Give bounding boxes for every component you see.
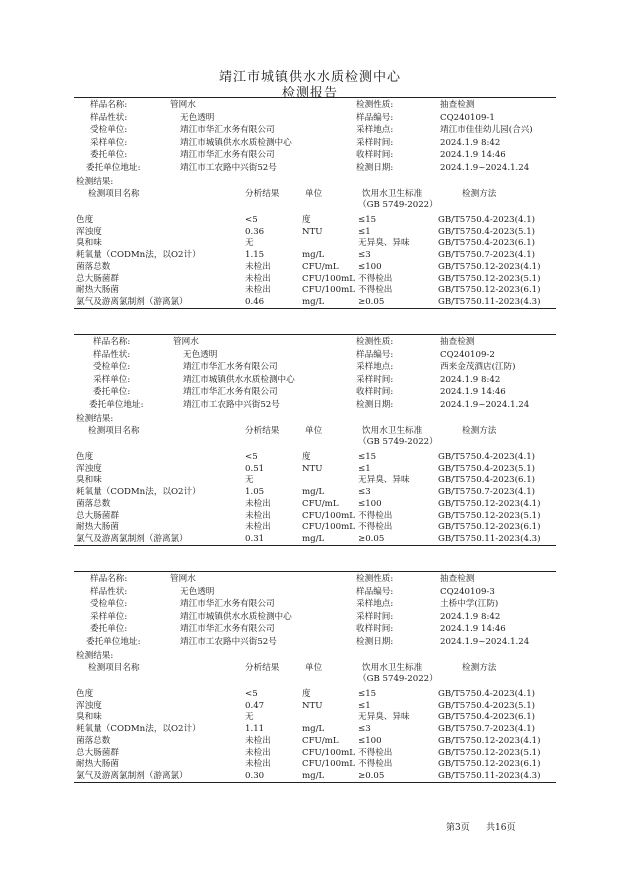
info-label: 样品名称: — [93, 337, 131, 347]
table-row-item: 菌落总数 — [76, 261, 111, 272]
info-value: 管网水 — [173, 337, 199, 347]
table-row-standard: 无异臭、异味 — [358, 712, 410, 723]
info-value: 2024.1.9 8:42 — [440, 611, 501, 622]
table-row-method: GB/T5750.12-2023(5.1) — [438, 747, 541, 758]
table-row-standard: ≥0.05 — [358, 296, 385, 307]
table-row-item: 耗氧量（CODMn法，以O2计） — [76, 724, 201, 735]
info-value: 2024.1.9~2024.1.24 — [440, 162, 530, 173]
table-row-method: GB/T5750.12-2023(5.1) — [438, 510, 541, 521]
info-value: 靖江市华汇水务有限公司 — [180, 599, 275, 609]
info-label: 采样时间: — [356, 374, 394, 385]
table-row-standard: 不得检出 — [358, 273, 393, 284]
info-value: 靖江市华汇水务有限公司 — [180, 624, 275, 634]
table-row-result: 未检出 — [245, 522, 271, 533]
table-row-unit: mg/L — [302, 250, 325, 261]
table-row-method: GB/T5750.12-2023(4.1) — [438, 261, 541, 272]
section-divider — [74, 308, 556, 309]
col-header-standard-code: （GB 5749-2022） — [358, 437, 438, 447]
table-row-standard: ≤15 — [358, 452, 377, 462]
info-value: 西来金茂酒店(江防) — [440, 362, 516, 372]
info-value: 2024.1.9 14:46 — [440, 624, 506, 634]
table-row-method: GB/T5750.12-2023(6.1) — [438, 522, 541, 533]
section-divider — [74, 545, 556, 546]
table-row-item: 总大肠菌群 — [76, 510, 119, 521]
info-value: 抽查检测 — [440, 574, 475, 584]
table-row-method: GB/T5750.4-2023(6.1) — [438, 475, 536, 486]
info-value: 2024.1.9 8:42 — [440, 137, 501, 148]
table-row-standard: ≤100 — [358, 498, 382, 509]
table-row-method: GB/T5750.4-2023(5.1) — [438, 226, 536, 237]
table-row-unit: 度 — [302, 215, 311, 225]
info-value: 靖江市华汇水务有限公司 — [180, 125, 275, 135]
info-value: 2024.1.9 14:46 — [440, 387, 506, 397]
table-row-item: 菌落总数 — [76, 735, 111, 746]
table-row-result: 无 — [245, 238, 254, 249]
table-row-result: <5 — [245, 689, 258, 699]
table-row-unit: NTU — [302, 463, 323, 474]
table-row-result: 无 — [245, 712, 254, 723]
col-header-method: 检测方法 — [462, 663, 497, 673]
table-row-method: GB/T5750.4-2023(4.1) — [438, 689, 536, 699]
info-value: CQ240109-2 — [440, 349, 495, 360]
info-value: 抽查检测 — [440, 337, 475, 347]
table-row-item: 总大肠菌群 — [76, 747, 119, 758]
table-row-item: 浑浊度 — [76, 226, 102, 237]
info-label: 样品性状: — [93, 349, 131, 360]
table-row-method: GB/T5750.4-2023(4.1) — [438, 215, 536, 225]
table-row-standard: ≤15 — [358, 215, 377, 225]
col-header-standard-code: （GB 5749-2022） — [358, 200, 438, 210]
table-row-method: GB/T5750.4-2023(5.1) — [438, 700, 536, 711]
table-row-item: 臭和味 — [76, 238, 102, 249]
results-label: 检测结果: — [76, 414, 114, 424]
info-label: 检测性质: — [356, 574, 394, 584]
table-row-unit: mg/L — [302, 724, 325, 735]
info-value: 无色透明 — [183, 349, 218, 360]
info-label: 采样单位: — [93, 374, 131, 385]
info-label: 受检单位: — [90, 599, 128, 609]
table-row-unit: NTU — [302, 226, 323, 237]
table-row-item: 浑浊度 — [76, 700, 102, 711]
info-label: 检测日期: — [356, 636, 394, 647]
table-row-method: GB/T5750.12-2023(6.1) — [438, 759, 541, 770]
table-row-item: 色度 — [76, 215, 94, 225]
table-row-result: <5 — [245, 215, 258, 225]
info-label: 受检单位: — [90, 125, 128, 135]
section-divider — [74, 571, 556, 572]
col-header-standard-code: （GB 5749-2022） — [358, 674, 438, 684]
col-header-standard: 饮用水卫生标准 — [362, 663, 423, 673]
info-value: 靖江市佳佳幼儿园(合兴) — [440, 125, 533, 135]
info-label: 采样时间: — [356, 137, 394, 148]
info-value: 靖江市城镇供水水质检测中心 — [180, 137, 292, 148]
info-label: 检测性质: — [356, 337, 394, 347]
table-row-standard: 不得检出 — [358, 522, 393, 533]
table-row-result: 未检出 — [245, 273, 271, 284]
table-row-item: 臭和味 — [76, 712, 102, 723]
info-value: 2024.1.9 14:46 — [440, 150, 506, 160]
table-row-result: 1.11 — [245, 724, 265, 735]
table-row-standard: ≤3 — [358, 724, 371, 735]
table-row-result: 0.51 — [245, 463, 265, 474]
table-row-result: 0.47 — [245, 700, 265, 711]
table-row-standard: ≥0.05 — [358, 770, 385, 781]
table-row-standard: ≤1 — [358, 700, 371, 711]
table-row-item: 色度 — [76, 689, 94, 699]
report-title: 检测报告 — [281, 86, 338, 101]
info-label: 样品名称: — [90, 100, 128, 110]
table-row-item: 耐热大肠菌 — [76, 759, 119, 770]
info-label: 委托单位: — [90, 150, 128, 160]
table-row-unit: CFU/100mL — [302, 510, 355, 521]
table-row-item: 耗氧量（CODMn法，以O2计） — [76, 250, 201, 261]
table-row-item: 菌落总数 — [76, 498, 111, 509]
table-row-unit: mg/L — [302, 296, 325, 307]
table-row-item: 氯气及游离氯制剂（游离氯） — [76, 533, 188, 544]
table-row-method: GB/T5750.11-2023(4.3) — [438, 533, 541, 544]
info-label: 样品编号: — [356, 112, 394, 123]
results-label: 检测结果: — [76, 651, 114, 661]
info-label: 受检单位: — [93, 362, 131, 372]
table-row-unit: CFU/mL — [302, 735, 339, 746]
table-row-item: 臭和味 — [76, 475, 102, 486]
table-row-item: 氯气及游离氯制剂（游离氯） — [76, 770, 188, 781]
table-row-unit: NTU — [302, 700, 323, 711]
info-label: 采样地点: — [356, 599, 394, 609]
info-label: 检测日期: — [356, 399, 394, 410]
info-label: 采样时间: — [356, 611, 394, 622]
table-row-item: 氯气及游离氯制剂（游离氯） — [76, 296, 188, 307]
table-row-result: 未检出 — [245, 747, 271, 758]
table-row-result: 未检出 — [245, 735, 271, 746]
info-label: 样品编号: — [356, 586, 394, 597]
table-row-item: 总大肠菌群 — [76, 273, 119, 284]
info-value: 无色透明 — [180, 112, 215, 123]
table-row-method: GB/T5750.7-2023(4.1) — [438, 487, 536, 498]
info-value: 管网水 — [170, 574, 196, 584]
table-row-standard: 不得检出 — [358, 285, 393, 296]
info-label: 样品名称: — [90, 574, 128, 584]
info-value: 2024.1.9~2024.1.24 — [440, 636, 530, 647]
col-header-method: 检测方法 — [462, 426, 497, 436]
info-value: 2024.1.9 8:42 — [440, 374, 501, 385]
info-label: 采样单位: — [90, 611, 128, 622]
table-row-result: 0.30 — [245, 770, 265, 781]
table-row-standard: 不得检出 — [358, 747, 393, 758]
table-row-standard: ≤1 — [358, 226, 371, 237]
table-row-method: GB/T5750.4-2023(6.1) — [438, 238, 536, 249]
info-value: 靖江市工农路中兴街52号 — [180, 162, 277, 173]
table-row-standard: ≤100 — [358, 261, 382, 272]
info-label: 收样时间: — [356, 150, 394, 160]
info-label: 委托单位: — [90, 624, 128, 634]
table-row-standard: ≥0.05 — [358, 533, 385, 544]
table-row-method: GB/T5750.12-2023(5.1) — [438, 273, 541, 284]
table-row-unit: CFU/100mL — [302, 273, 355, 284]
table-row-result: 1.05 — [245, 487, 265, 498]
info-value: 2024.1.9~2024.1.24 — [440, 399, 530, 410]
info-value: 无色透明 — [180, 586, 215, 597]
info-label: 样品性状: — [90, 112, 128, 123]
col-header-item: 检测项目名称 — [88, 426, 140, 436]
table-row-item: 浑浊度 — [76, 463, 102, 474]
table-row-standard: 不得检出 — [358, 759, 393, 770]
info-label: 采样地点: — [356, 125, 394, 135]
info-label: 委托单位地址: — [86, 162, 141, 173]
table-row-method: GB/T5750.12-2023(4.1) — [438, 735, 541, 746]
col-header-method: 检测方法 — [462, 189, 497, 199]
col-header-result: 分析结果 — [245, 426, 280, 436]
table-row-item: 耐热大肠菌 — [76, 285, 119, 296]
info-value: 管网水 — [170, 100, 196, 110]
info-label: 委托单位: — [93, 387, 131, 397]
table-row-method: GB/T5750.4-2023(6.1) — [438, 712, 536, 723]
table-row-standard: 不得检出 — [358, 510, 393, 521]
table-row-result: 0.46 — [245, 296, 265, 307]
info-value: CQ240109-1 — [440, 112, 495, 123]
info-label: 采样地点: — [356, 362, 394, 372]
info-label: 采样单位: — [90, 137, 128, 148]
table-row-item: 耐热大肠菌 — [76, 522, 119, 533]
info-value: 靖江市华汇水务有限公司 — [183, 362, 278, 372]
col-header-result: 分析结果 — [245, 189, 280, 199]
info-value: 抽查检测 — [440, 100, 475, 110]
col-header-item: 检测项目名称 — [88, 663, 140, 673]
table-row-unit: 度 — [302, 689, 311, 699]
table-row-standard: ≤3 — [358, 250, 371, 261]
table-row-result: 0.36 — [245, 226, 265, 237]
table-row-method: GB/T5750.4-2023(4.1) — [438, 452, 536, 462]
table-row-result: 未检出 — [245, 261, 271, 272]
table-row-method: GB/T5750.11-2023(4.3) — [438, 770, 541, 781]
table-row-result: <5 — [245, 452, 258, 462]
table-row-unit: mg/L — [302, 533, 325, 544]
table-row-result: 未检出 — [245, 498, 271, 509]
col-header-unit: 单位 — [305, 426, 323, 436]
table-row-result: 未检出 — [245, 510, 271, 521]
col-header-item: 检测项目名称 — [88, 189, 140, 199]
table-row-standard: ≤1 — [358, 463, 371, 474]
table-row-standard: ≤3 — [358, 487, 371, 498]
table-row-unit: CFU/100mL — [302, 747, 355, 758]
table-row-method: GB/T5750.11-2023(4.3) — [438, 296, 541, 307]
table-row-item: 色度 — [76, 452, 94, 462]
table-row-unit: CFU/mL — [302, 498, 339, 509]
table-row-result: 1.15 — [245, 250, 265, 261]
table-row-item: 耗氧量（CODMn法，以O2计） — [76, 487, 201, 498]
table-row-method: GB/T5750.12-2023(6.1) — [438, 285, 541, 296]
table-row-unit: CFU/100mL — [302, 759, 355, 770]
info-value: 靖江市城镇供水水质检测中心 — [180, 611, 292, 622]
info-label: 检测性质: — [356, 100, 394, 110]
info-value: 靖江市华汇水务有限公司 — [180, 150, 275, 160]
table-row-standard: ≤15 — [358, 689, 377, 699]
table-row-result: 无 — [245, 475, 254, 486]
table-row-result: 未检出 — [245, 285, 271, 296]
table-row-unit: CFU/100mL — [302, 522, 355, 533]
table-row-unit: CFU/100mL — [302, 285, 355, 296]
info-value: 靖江市城镇供水水质检测中心 — [183, 374, 295, 385]
table-row-standard: 无异臭、异味 — [358, 238, 410, 249]
table-row-method: GB/T5750.12-2023(4.1) — [438, 498, 541, 509]
info-value: 靖江市工农路中兴街52号 — [183, 399, 280, 410]
table-row-method: GB/T5750.7-2023(4.1) — [438, 724, 536, 735]
page-number: 第3页 — [446, 823, 470, 833]
table-row-unit: mg/L — [302, 770, 325, 781]
table-row-method: GB/T5750.4-2023(5.1) — [438, 463, 536, 474]
section-divider — [74, 782, 556, 783]
table-row-unit: CFU/mL — [302, 261, 339, 272]
info-label: 检测日期: — [356, 162, 394, 173]
info-label: 样品编号: — [356, 349, 394, 360]
info-label: 收样时间: — [356, 624, 394, 634]
table-row-standard: ≤100 — [358, 735, 382, 746]
info-value: 靖江市华汇水务有限公司 — [183, 387, 278, 397]
table-row-result: 0.31 — [245, 533, 265, 544]
info-label: 收样时间: — [356, 387, 394, 397]
info-value: 靖江市工农路中兴街52号 — [180, 636, 277, 647]
table-row-result: 未检出 — [245, 759, 271, 770]
info-value: CQ240109-3 — [440, 586, 495, 597]
col-header-standard: 饮用水卫生标准 — [362, 189, 423, 199]
col-header-unit: 单位 — [305, 189, 323, 199]
table-row-unit: mg/L — [302, 487, 325, 498]
info-label: 委托单位地址: — [86, 636, 141, 647]
col-header-result: 分析结果 — [245, 663, 280, 673]
col-header-unit: 单位 — [305, 663, 323, 673]
page-total: 共16页 — [486, 823, 516, 833]
info-label: 样品性状: — [90, 586, 128, 597]
table-row-method: GB/T5750.7-2023(4.1) — [438, 250, 536, 261]
col-header-standard: 饮用水卫生标准 — [362, 426, 423, 436]
info-label: 委托单位地址: — [89, 399, 144, 410]
info-value: 土桥中学(江防) — [440, 599, 499, 609]
org-title: 靖江市城镇供水水质检测中心 — [218, 70, 401, 85]
table-row-standard: 无异臭、异味 — [358, 475, 410, 486]
results-label: 检测结果: — [76, 177, 114, 187]
section-divider — [74, 97, 556, 98]
table-row-unit: 度 — [302, 452, 311, 462]
section-divider — [74, 334, 556, 335]
